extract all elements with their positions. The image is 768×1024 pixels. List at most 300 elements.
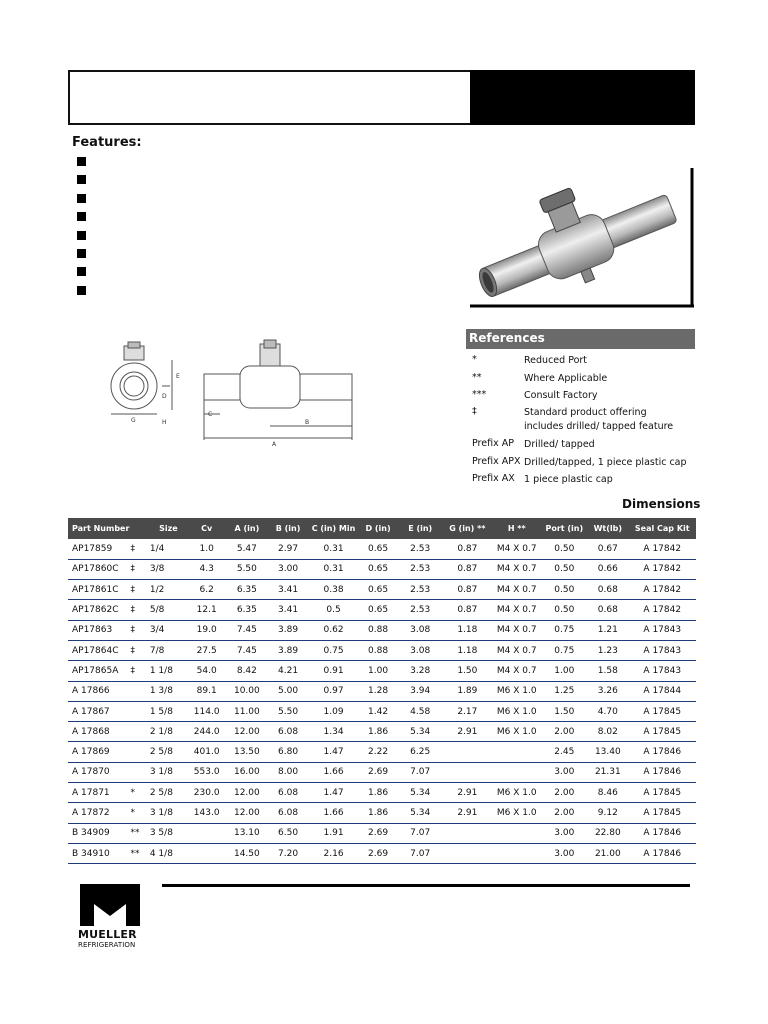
table-cell: M6 X 1.0	[492, 803, 541, 823]
table-cell: 27.5	[187, 640, 226, 660]
table-cell: 3.89	[267, 620, 308, 640]
table-row	[68, 843, 696, 863]
table-cell	[492, 823, 541, 843]
dim-label-d: D	[162, 393, 167, 400]
reference-key: ‡	[472, 406, 477, 417]
logo-wordmark: MUELLER	[78, 928, 137, 941]
table-cell: AP17864C	[68, 640, 130, 660]
table-cell: 1 1/8	[150, 661, 187, 681]
table-cell: 1.00	[358, 661, 397, 681]
table-cell: 7.45	[226, 640, 267, 660]
table-cell: 0.65	[358, 539, 397, 559]
table-cell: 1.58	[587, 661, 628, 681]
dimensions-table	[68, 518, 696, 864]
bullet-icon	[77, 286, 86, 295]
table-cell: 2.53	[398, 580, 443, 600]
table-cell: 4.70	[587, 701, 628, 721]
table-cell	[130, 681, 149, 701]
table-row	[68, 681, 696, 701]
table-row	[68, 640, 696, 660]
table-cell: A 17845	[629, 783, 696, 803]
table-cell: **	[130, 843, 149, 863]
table-cell: A 17870	[68, 762, 130, 782]
table-cell: 3.89	[267, 640, 308, 660]
table-cell: 0.88	[358, 640, 397, 660]
table-cell: 13.40	[587, 742, 628, 762]
table-cell	[492, 843, 541, 863]
table-cell: 2.22	[358, 742, 397, 762]
table-cell: 1/4	[150, 539, 187, 559]
table-cell: 2 5/8	[150, 783, 187, 803]
table-cell: 3/4	[150, 620, 187, 640]
bullet-icon	[77, 212, 86, 221]
table-cell: 6.80	[267, 742, 308, 762]
table-cell: 3.00	[541, 762, 587, 782]
table-cell: A 17844	[629, 681, 696, 701]
table-cell: 1 3/8	[150, 681, 187, 701]
bullet-icon	[77, 194, 86, 203]
table-cell: 3.00	[541, 843, 587, 863]
table-cell: 0.65	[358, 559, 397, 579]
column-header: Part Number	[68, 518, 130, 539]
table-cell: A 17869	[68, 742, 130, 762]
table-cell: 230.0	[187, 783, 226, 803]
table-row	[68, 762, 696, 782]
table-cell: 5.34	[398, 783, 443, 803]
table-cell	[443, 823, 492, 843]
table-cell: B 34909	[68, 823, 130, 843]
table-cell: 3.08	[398, 620, 443, 640]
table-cell: 12.1	[187, 600, 226, 620]
table-cell: M4 X 0.7	[492, 580, 541, 600]
table-cell: 1.09	[309, 701, 359, 721]
table-row	[68, 580, 696, 600]
dim-label-b: B	[305, 419, 310, 426]
table-cell: 3.41	[267, 580, 308, 600]
table-cell: A 17846	[629, 762, 696, 782]
table-cell: *	[130, 803, 149, 823]
table-cell: 8.42	[226, 661, 267, 681]
footer-rule	[162, 884, 690, 887]
table-cell: 19.0	[187, 620, 226, 640]
table-cell: 1.18	[443, 620, 492, 640]
table-cell: 6.08	[267, 722, 308, 742]
table-cell: 0.5	[309, 600, 359, 620]
reference-value: Drilled/ tapped	[524, 439, 595, 450]
column-header: Size	[150, 518, 187, 539]
column-header: Port (in)	[541, 518, 587, 539]
table-cell: AP17859	[68, 539, 130, 559]
table-cell: 1.28	[358, 681, 397, 701]
table-cell	[187, 823, 226, 843]
bullet-icon	[77, 249, 86, 258]
table-cell: 89.1	[187, 681, 226, 701]
table-cell: 5.47	[226, 539, 267, 559]
valve-dimension-drawing	[100, 338, 360, 448]
table-cell: 2.91	[443, 783, 492, 803]
table-cell: 0.87	[443, 539, 492, 559]
reference-item	[472, 456, 697, 473]
table-cell: 3 1/8	[150, 762, 187, 782]
table-cell	[443, 843, 492, 863]
table-cell: M4 X 0.7	[492, 620, 541, 640]
logo-subtitle: REFRIGERATION	[78, 941, 136, 949]
column-header: G (in) **	[443, 518, 492, 539]
table-cell: 6.2	[187, 580, 226, 600]
reference-value: Where Applicable	[524, 373, 608, 384]
reference-key: **	[472, 372, 482, 383]
table-cell: 0.62	[309, 620, 359, 640]
table-cell: 1.23	[587, 640, 628, 660]
table-cell: 3.94	[398, 681, 443, 701]
table-cell: 1.89	[443, 681, 492, 701]
table-cell: 6.25	[398, 742, 443, 762]
title-banner	[470, 70, 695, 125]
table-cell: 1.86	[358, 783, 397, 803]
table-cell: 3 1/8	[150, 803, 187, 823]
table-cell: 0.67	[587, 539, 628, 559]
reference-key: *	[472, 354, 477, 365]
table-cell: 3.28	[398, 661, 443, 681]
column-header: Seal Cap Kit	[629, 518, 696, 539]
table-cell: 0.87	[443, 580, 492, 600]
table-row	[68, 803, 696, 823]
table-cell: 0.75	[541, 620, 587, 640]
bullet-icon	[77, 175, 86, 184]
table-cell: AP17865A	[68, 661, 130, 681]
reference-item	[472, 372, 697, 389]
table-cell: 244.0	[187, 722, 226, 742]
table-cell: AP17860C	[68, 559, 130, 579]
table-cell: 1.91	[309, 823, 359, 843]
column-header: Wt(lb)	[587, 518, 628, 539]
table-cell	[443, 742, 492, 762]
table-cell: 0.68	[587, 580, 628, 600]
table-cell: 3.00	[541, 823, 587, 843]
table-cell: ‡	[130, 539, 149, 559]
table-cell: ‡	[130, 559, 149, 579]
reference-value: Consult Factory	[524, 390, 598, 401]
table-cell: 2.69	[358, 823, 397, 843]
dim-label-g: G	[131, 417, 136, 424]
table-cell: 401.0	[187, 742, 226, 762]
table-cell: A 17843	[629, 640, 696, 660]
table-cell: A 17843	[629, 620, 696, 640]
table-cell: 5.34	[398, 803, 443, 823]
table-cell: A 17842	[629, 539, 696, 559]
table-cell: 2.69	[358, 843, 397, 863]
table-cell: 2.53	[398, 559, 443, 579]
table-cell: 6.50	[267, 823, 308, 843]
table-cell: 1.47	[309, 742, 359, 762]
table-cell: A 17866	[68, 681, 130, 701]
table-cell: 3/8	[150, 559, 187, 579]
table-cell: A 17868	[68, 722, 130, 742]
table-cell: 3.41	[267, 600, 308, 620]
table-cell: 54.0	[187, 661, 226, 681]
table-row	[68, 539, 696, 559]
table-cell	[130, 742, 149, 762]
table-cell: A 17872	[68, 803, 130, 823]
table-cell: 2 1/8	[150, 722, 187, 742]
table-cell: AP17861C	[68, 580, 130, 600]
table-cell: 6.35	[226, 600, 267, 620]
table-header-row	[68, 518, 696, 539]
table-cell: 5.50	[267, 701, 308, 721]
table-cell	[130, 701, 149, 721]
reference-value: Standard product offering includes drilled/ tapped feature	[524, 407, 674, 432]
reference-key: Prefix APX	[472, 456, 521, 467]
table-cell: 1 5/8	[150, 701, 187, 721]
reference-item	[472, 438, 697, 456]
table-cell: 7.45	[226, 620, 267, 640]
title-box	[68, 70, 472, 125]
table-cell: 7.07	[398, 762, 443, 782]
table-cell: 2.00	[541, 803, 587, 823]
table-cell: M4 X 0.7	[492, 539, 541, 559]
table-cell: A 17845	[629, 701, 696, 721]
table-cell: 6.08	[267, 803, 308, 823]
table-cell: M6 X 1.0	[492, 701, 541, 721]
bullet-icon	[77, 231, 86, 240]
table-cell: 5.50	[226, 559, 267, 579]
table-cell: A 17846	[629, 742, 696, 762]
table-cell: ‡	[130, 640, 149, 660]
table-cell: 0.87	[443, 600, 492, 620]
table-cell: 7/8	[150, 640, 187, 660]
table-cell: 1.00	[541, 661, 587, 681]
table-cell: 0.75	[309, 640, 359, 660]
table-cell: 9.12	[587, 803, 628, 823]
table-cell: 2.00	[541, 722, 587, 742]
table-cell: M6 X 1.0	[492, 722, 541, 742]
table-cell: 0.38	[309, 580, 359, 600]
table-cell: 143.0	[187, 803, 226, 823]
table-cell: 0.50	[541, 559, 587, 579]
table-cell: 2 5/8	[150, 742, 187, 762]
table-cell: B 34910	[68, 843, 130, 863]
table-cell: 5/8	[150, 600, 187, 620]
table-cell: 1.21	[587, 620, 628, 640]
table-cell: 1.25	[541, 681, 587, 701]
table-cell: 1.34	[309, 722, 359, 742]
reference-key: ***	[472, 389, 487, 400]
table-row	[68, 742, 696, 762]
table-row	[68, 783, 696, 803]
column-header: D (in)	[358, 518, 397, 539]
table-cell: 1.86	[358, 722, 397, 742]
table-cell: ‡	[130, 661, 149, 681]
table-cell: 4.58	[398, 701, 443, 721]
features-heading: Features:	[72, 135, 142, 150]
table-cell: M6 X 1.0	[492, 783, 541, 803]
reference-item	[472, 354, 697, 372]
table-cell: A 17842	[629, 559, 696, 579]
table-cell: 2.17	[443, 701, 492, 721]
column-header: Cv	[187, 518, 226, 539]
table-cell: M4 X 0.7	[492, 600, 541, 620]
table-cell: AP17863	[68, 620, 130, 640]
table-cell: 0.88	[358, 620, 397, 640]
table-cell: 8.02	[587, 722, 628, 742]
dimensions-table-wrap	[68, 518, 696, 864]
table-row	[68, 701, 696, 721]
table-cell: ‡	[130, 580, 149, 600]
references-list	[472, 354, 697, 490]
table-cell: 13.50	[226, 742, 267, 762]
table-cell	[130, 722, 149, 742]
table-cell: 4 1/8	[150, 843, 187, 863]
table-cell: 2.45	[541, 742, 587, 762]
table-cell: A 17845	[629, 803, 696, 823]
reference-key: Prefix AX	[472, 473, 515, 484]
table-cell: 1.66	[309, 762, 359, 782]
table-cell: *	[130, 783, 149, 803]
table-cell: 10.00	[226, 681, 267, 701]
ball-valve-product-image	[470, 168, 695, 314]
table-cell: 1.42	[358, 701, 397, 721]
table-cell: 14.50	[226, 843, 267, 863]
table-cell: 16.00	[226, 762, 267, 782]
table-cell: 6.08	[267, 783, 308, 803]
table-cell: 2.16	[309, 843, 359, 863]
table-cell: ‡	[130, 620, 149, 640]
reference-item	[472, 473, 697, 490]
table-cell: A 17846	[629, 843, 696, 863]
dim-label-h: H	[162, 419, 167, 426]
table-cell: 0.66	[587, 559, 628, 579]
references-header: References	[466, 329, 695, 349]
column-header: A (in)	[226, 518, 267, 539]
table-cell: 8.00	[267, 762, 308, 782]
table-row	[68, 722, 696, 742]
table-cell: 1.18	[443, 640, 492, 660]
dim-label-c: C	[208, 411, 213, 418]
table-cell: A 17846	[629, 823, 696, 843]
table-cell: 2.91	[443, 722, 492, 742]
table-cell: AP17862C	[68, 600, 130, 620]
table-cell: 2.69	[358, 762, 397, 782]
table-cell: ‡	[130, 600, 149, 620]
table-cell: 12.00	[226, 722, 267, 742]
table-cell: 7.07	[398, 843, 443, 863]
column-header: H **	[492, 518, 541, 539]
table-cell: 0.91	[309, 661, 359, 681]
reference-value: Reduced Port	[524, 355, 588, 366]
table-cell: 0.87	[443, 559, 492, 579]
table-cell: A 17843	[629, 661, 696, 681]
table-cell: 0.97	[309, 681, 359, 701]
table-cell: 3 5/8	[150, 823, 187, 843]
column-header: C (in) Min	[309, 518, 359, 539]
table-row	[68, 661, 696, 681]
table-cell: 0.50	[541, 580, 587, 600]
table-row	[68, 823, 696, 843]
table-cell: 21.31	[587, 762, 628, 782]
table-cell: 1/2	[150, 580, 187, 600]
table-cell: 2.91	[443, 803, 492, 823]
table-cell: 2.53	[398, 600, 443, 620]
table-cell: 0.65	[358, 580, 397, 600]
table-cell: 553.0	[187, 762, 226, 782]
table-cell: 3.08	[398, 640, 443, 660]
column-header: B (in)	[267, 518, 308, 539]
column-header: E (in)	[398, 518, 443, 539]
table-cell: **	[130, 823, 149, 843]
table-cell: A 17842	[629, 600, 696, 620]
table-cell	[130, 762, 149, 782]
table-cell: 22.80	[587, 823, 628, 843]
table-cell: 13.10	[226, 823, 267, 843]
table-cell: M4 X 0.7	[492, 559, 541, 579]
table-cell: 0.68	[587, 600, 628, 620]
column-header	[130, 518, 149, 539]
table-cell: A 17845	[629, 722, 696, 742]
reference-item	[472, 389, 697, 406]
table-cell: 5.00	[267, 681, 308, 701]
table-cell: 7.07	[398, 823, 443, 843]
table-cell: 3.00	[267, 559, 308, 579]
table-cell: 1.0	[187, 539, 226, 559]
bullet-icon	[77, 267, 86, 276]
table-cell: 1.66	[309, 803, 359, 823]
table-cell: 0.50	[541, 600, 587, 620]
table-cell: 0.31	[309, 559, 359, 579]
table-cell: 1.50	[541, 701, 587, 721]
table-cell: A 17871	[68, 783, 130, 803]
table-cell	[492, 742, 541, 762]
table-row	[68, 620, 696, 640]
table-body	[68, 539, 696, 864]
table-cell: 0.50	[541, 539, 587, 559]
table-row	[68, 600, 696, 620]
table-cell: 8.46	[587, 783, 628, 803]
table-cell: 11.00	[226, 701, 267, 721]
reference-item	[472, 406, 697, 438]
table-cell: A 17867	[68, 701, 130, 721]
reference-value: Drilled/tapped, 1 piece plastic cap	[524, 457, 687, 468]
dimensions-title: Dimensions	[622, 497, 701, 511]
bullet-icon	[77, 157, 86, 166]
table-cell: 0.65	[358, 600, 397, 620]
table-cell: 6.35	[226, 580, 267, 600]
table-cell	[443, 762, 492, 782]
table-cell: M6 X 1.0	[492, 681, 541, 701]
table-cell: 1.47	[309, 783, 359, 803]
table-cell: 7.20	[267, 843, 308, 863]
dim-label-e: E	[176, 373, 180, 380]
table-cell: 5.34	[398, 722, 443, 742]
table-row	[68, 559, 696, 579]
table-cell: 12.00	[226, 783, 267, 803]
table-cell: A 17842	[629, 580, 696, 600]
table-cell: 21.00	[587, 843, 628, 863]
reference-value: 1 piece plastic cap	[524, 474, 613, 485]
table-cell: 12.00	[226, 803, 267, 823]
table-cell: 1.86	[358, 803, 397, 823]
table-cell: 2.97	[267, 539, 308, 559]
table-cell	[492, 762, 541, 782]
features-bullet-list	[77, 157, 86, 304]
table-cell: 2.00	[541, 783, 587, 803]
table-cell: 114.0	[187, 701, 226, 721]
table-cell: 0.31	[309, 539, 359, 559]
table-cell: M4 X 0.7	[492, 661, 541, 681]
dim-label-a: A	[272, 441, 277, 448]
table-cell: 3.26	[587, 681, 628, 701]
table-cell: 2.53	[398, 539, 443, 559]
table-cell: 4.21	[267, 661, 308, 681]
